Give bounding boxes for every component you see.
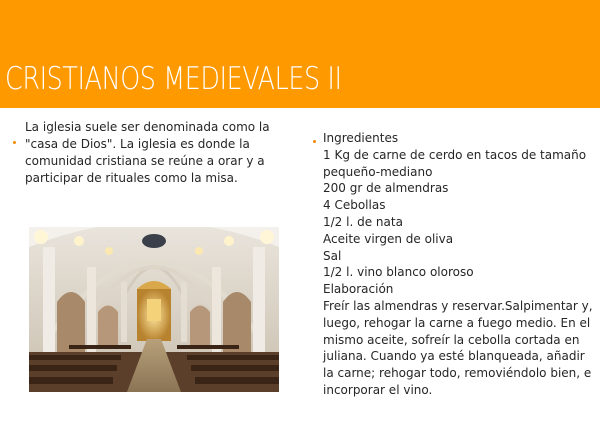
ingredient-item: 1/2 l. vino blanco oloroso (323, 265, 474, 280)
slide-header (0, 0, 600, 108)
right-bullet (313, 140, 316, 143)
ingredients-heading: Ingredientes (323, 131, 399, 145)
method-heading: Elaboración (323, 282, 394, 297)
method-text: Freír las almendras y reservar.Salpimentar y, luego, rehogar la carne a fuego medio. En el mismo aceite, sofreír la cebolla cortada en juliana. Cuando ya esté blanqueada, añadir la carne; rehogar todo, removiéndolo bien, e incorporar el vino. (323, 298, 593, 397)
church-interior-photo (29, 227, 279, 392)
left-paragraph: La iglesia suele ser denominada como la "casa de Dios". La iglesia es donde la comunidad cristiana se reúne a orar y a participar de rituales como la misa. (25, 120, 270, 185)
ingredient-item: 200 gr de almendras (323, 181, 449, 196)
ingredient-item: 4 Cebollas (323, 198, 386, 213)
recipe-list (323, 130, 593, 399)
ingredient-item: Sal (323, 248, 342, 263)
ingredient-item: Aceite virgen de oliva (323, 231, 454, 246)
ingredient-item: 1 Kg de carne de cerdo en tacos de tamaño pequeño-mediano (323, 147, 587, 179)
left-bullet (13, 141, 16, 144)
slide-title: CRISTIANOS MEDIEVALES II (5, 61, 342, 97)
ingredient-item: 1/2 l. de nata (323, 214, 403, 229)
